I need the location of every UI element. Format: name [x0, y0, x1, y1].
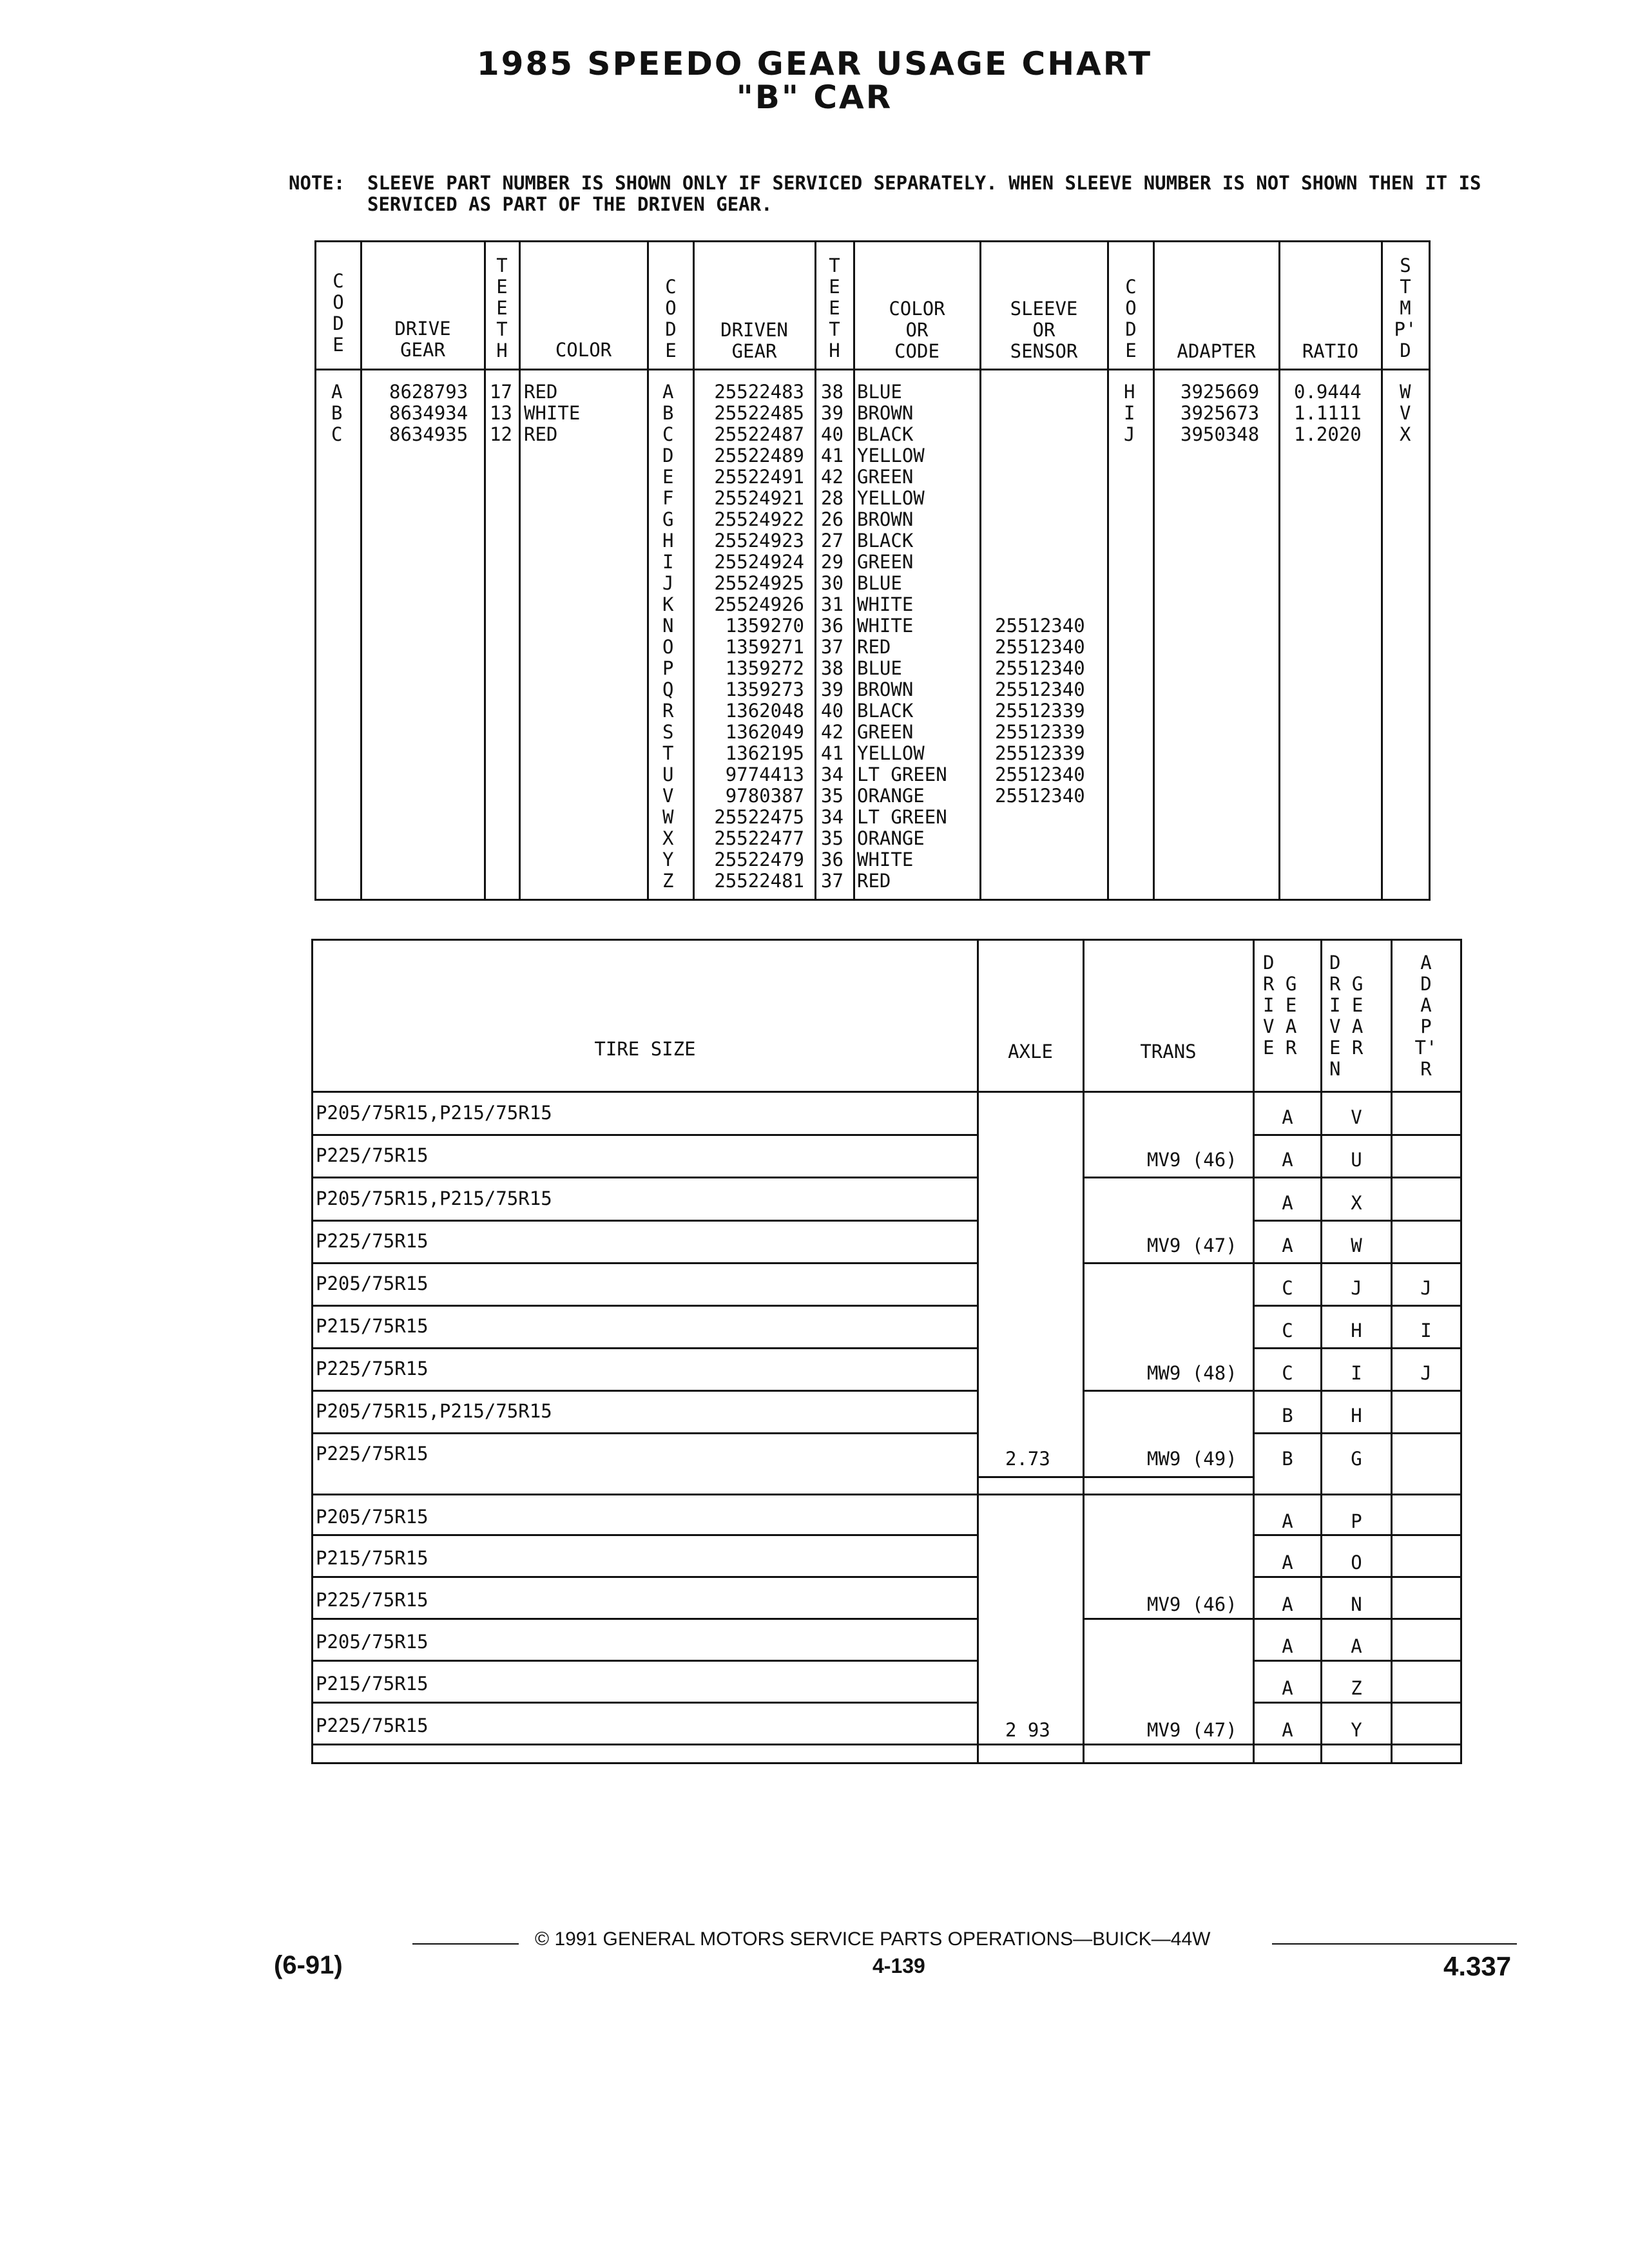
- driven-gear-code: P: [1351, 1510, 1362, 1532]
- trans: MW9 (48): [1147, 1362, 1237, 1384]
- drive-gear-code: A: [1282, 1677, 1293, 1699]
- header-code-driven: C O D E: [665, 276, 677, 361]
- footer-rule-left: [412, 1943, 519, 1945]
- tire-size: P225/75R15: [316, 1715, 429, 1736]
- drive-gear-code: A: [1282, 1635, 1293, 1657]
- driven-gear-code: O: [1351, 1552, 1362, 1573]
- note-text: SLEEVE PART NUMBER IS SHOWN ONLY IF SERVICED SEPARATELY. WHEN SLEEVE NUMBER IS NOT SHOWN THEN IT IS SERVICED AS PART OF THE DRIVEN GEAR.: [367, 172, 1481, 215]
- adapter-code: I: [1420, 1320, 1432, 1341]
- drive-gear-code: C: [1282, 1277, 1293, 1299]
- axle: 2 93: [1005, 1719, 1050, 1741]
- driven-gear-code: I: [1351, 1362, 1362, 1384]
- drive-gear-code: A: [1282, 1593, 1293, 1615]
- drive-gear-code: A: [1282, 1510, 1293, 1532]
- note-label: NOTE:: [289, 172, 345, 194]
- driven-gear-code: W: [1351, 1235, 1362, 1256]
- footer-copyright: © 1991 GENERAL MOTORS SERVICE PARTS OPERATIONS—BUICK—44W: [535, 1928, 1211, 1950]
- drive-teeth: 17 13 12: [490, 381, 512, 445]
- tire-size: P205/75R15: [316, 1631, 429, 1653]
- driven-gears: 25522483 25522485 25522487 25522489 25522491 25524921 25524922 25524923 25524924 25524925 25524926 1359270 1359271 1359272 1359273 1362048 1362049 1362195 9774413 9780387 25522475 25522477 25522479 25522481: [714, 381, 804, 892]
- adapter-ratios: 0.9444 1.1111 1.2020: [1294, 381, 1362, 445]
- drive-gear-code: C: [1282, 1320, 1293, 1341]
- adapter-codes: H I J: [1124, 381, 1135, 445]
- header-sleeve: SLEEVE OR SENSOR: [1010, 298, 1078, 362]
- header-tire-size: TIRE SIZE: [594, 1038, 696, 1060]
- drive-gear-code: A: [1282, 1106, 1293, 1128]
- driven-codes: A B C D E F G H I J K N O P Q R S T U V W X Y Z: [662, 381, 674, 892]
- driven-gear-code: Y: [1351, 1719, 1362, 1741]
- footer-right-page: 4.337: [1443, 1951, 1512, 1981]
- tire-size: P225/75R15: [316, 1589, 429, 1611]
- header-code-adapter: C O D E: [1125, 276, 1137, 361]
- header-driven-gear: DRIVEN GEAR: [720, 319, 788, 362]
- driven-gear-code: V: [1351, 1106, 1362, 1128]
- header-ratio: RATIO: [1302, 340, 1359, 362]
- trans: MV9 (47): [1147, 1719, 1237, 1741]
- header-teeth-driven: T E E T H: [829, 255, 840, 361]
- driven-sleeves: 25512340 25512340 25512340 25512340 25512339 25512339 25512339 25512340 25512340: [995, 615, 1085, 807]
- header-color-code: COLOR OR CODE: [889, 298, 945, 362]
- trans: MV9 (46): [1147, 1149, 1237, 1171]
- tire-size: P225/75R15: [316, 1443, 429, 1465]
- driven-gear-code: G: [1351, 1448, 1362, 1470]
- tire-size: P225/75R15: [316, 1144, 429, 1166]
- header-color: COLOR: [555, 339, 612, 361]
- driven-gear-code: N: [1351, 1593, 1362, 1615]
- tire-size: P215/75R15: [316, 1673, 429, 1695]
- driven-teeth: 38 39 40 41 42 28 26 27 29 30 31 36 37 38 39 40 42 41 34 35 34 35 36 37: [821, 381, 843, 892]
- drive-gear-code: A: [1282, 1552, 1293, 1573]
- page-subtitle: "B" CAR: [736, 79, 893, 116]
- header-driven-gear-code: D R G I E V A E R N: [1329, 952, 1364, 1080]
- header-drive-gear-code: D R G I E V A E R: [1263, 952, 1297, 1059]
- tire-size: P215/75R15: [316, 1547, 429, 1569]
- tire-size: P205/75R15,P215/75R15: [316, 1400, 552, 1422]
- driven-gear-code: A: [1351, 1635, 1362, 1657]
- trans: MV9 (46): [1147, 1593, 1237, 1615]
- driven-gear-code: Z: [1351, 1677, 1362, 1699]
- header-adapter-code: A D A P T' R: [1414, 952, 1438, 1080]
- driven-gear-code: U: [1351, 1149, 1362, 1171]
- tire-size: P205/75R15,P215/75R15: [316, 1102, 552, 1124]
- drive-gear-code: B: [1282, 1405, 1293, 1427]
- tire-size: P225/75R15: [316, 1230, 429, 1252]
- adapter-code: J: [1420, 1277, 1432, 1299]
- trans: MW9 (49): [1147, 1448, 1237, 1470]
- driven-gear-code: J: [1351, 1277, 1362, 1299]
- drive-colors: RED WHITE RED: [524, 381, 581, 445]
- header-drive-gear: DRIVE GEAR: [394, 318, 451, 361]
- trans: MV9 (47): [1147, 1235, 1237, 1256]
- driven-gear-code: H: [1351, 1405, 1362, 1427]
- drive-gear-code: A: [1282, 1192, 1293, 1214]
- drive-codes: A B C: [331, 381, 343, 445]
- driven-colors: BLUE BROWN BLACK YELLOW GREEN YELLOW BROWN BLACK GREEN BLUE WHITE WHITE RED BLUE BROWN BLACK GREEN YELLOW LT GREEN ORANGE LT GREEN ORANGE WHITE RED: [857, 381, 947, 892]
- tire-size: P205/75R15: [316, 1506, 429, 1528]
- footer-rule-right: [1272, 1943, 1517, 1945]
- driven-gear-code: H: [1351, 1320, 1362, 1341]
- tire-size: P215/75R15: [316, 1315, 429, 1337]
- tire-size: P205/75R15: [316, 1273, 429, 1294]
- adapter-numbers: 3925669 3925673 3950348: [1181, 381, 1260, 445]
- adapter-code: J: [1420, 1362, 1432, 1384]
- header-stmpd: S T M P' D: [1394, 255, 1417, 361]
- footer-center-page: 4-139: [872, 1954, 925, 1977]
- drive-gear-code: A: [1282, 1149, 1293, 1171]
- driven-gear-code: X: [1351, 1192, 1362, 1214]
- drive-gear-code: A: [1282, 1235, 1293, 1256]
- drive-gear-code: B: [1282, 1448, 1293, 1470]
- header-axle: AXLE: [1008, 1041, 1053, 1062]
- drive-gear-code: A: [1282, 1719, 1293, 1741]
- header-code-drive: C O D E: [333, 270, 344, 356]
- axle: 2.73: [1005, 1448, 1050, 1470]
- tire-size: P205/75R15,P215/75R15: [316, 1187, 552, 1209]
- header-trans: TRANS: [1140, 1041, 1197, 1062]
- tire-size: P225/75R15: [316, 1358, 429, 1379]
- page-title: 1985 SPEEDO GEAR USAGE CHART: [476, 45, 1153, 82]
- adapter-stmpd: W V X: [1400, 381, 1411, 445]
- header-teeth-drive: T E E T H: [496, 255, 508, 361]
- drive-gears: 8628793 8634934 8634935: [389, 381, 468, 445]
- footer-left-code: (6-91): [274, 1951, 343, 1979]
- header-adapter: ADAPTER: [1177, 340, 1256, 362]
- drive-gear-code: C: [1282, 1362, 1293, 1384]
